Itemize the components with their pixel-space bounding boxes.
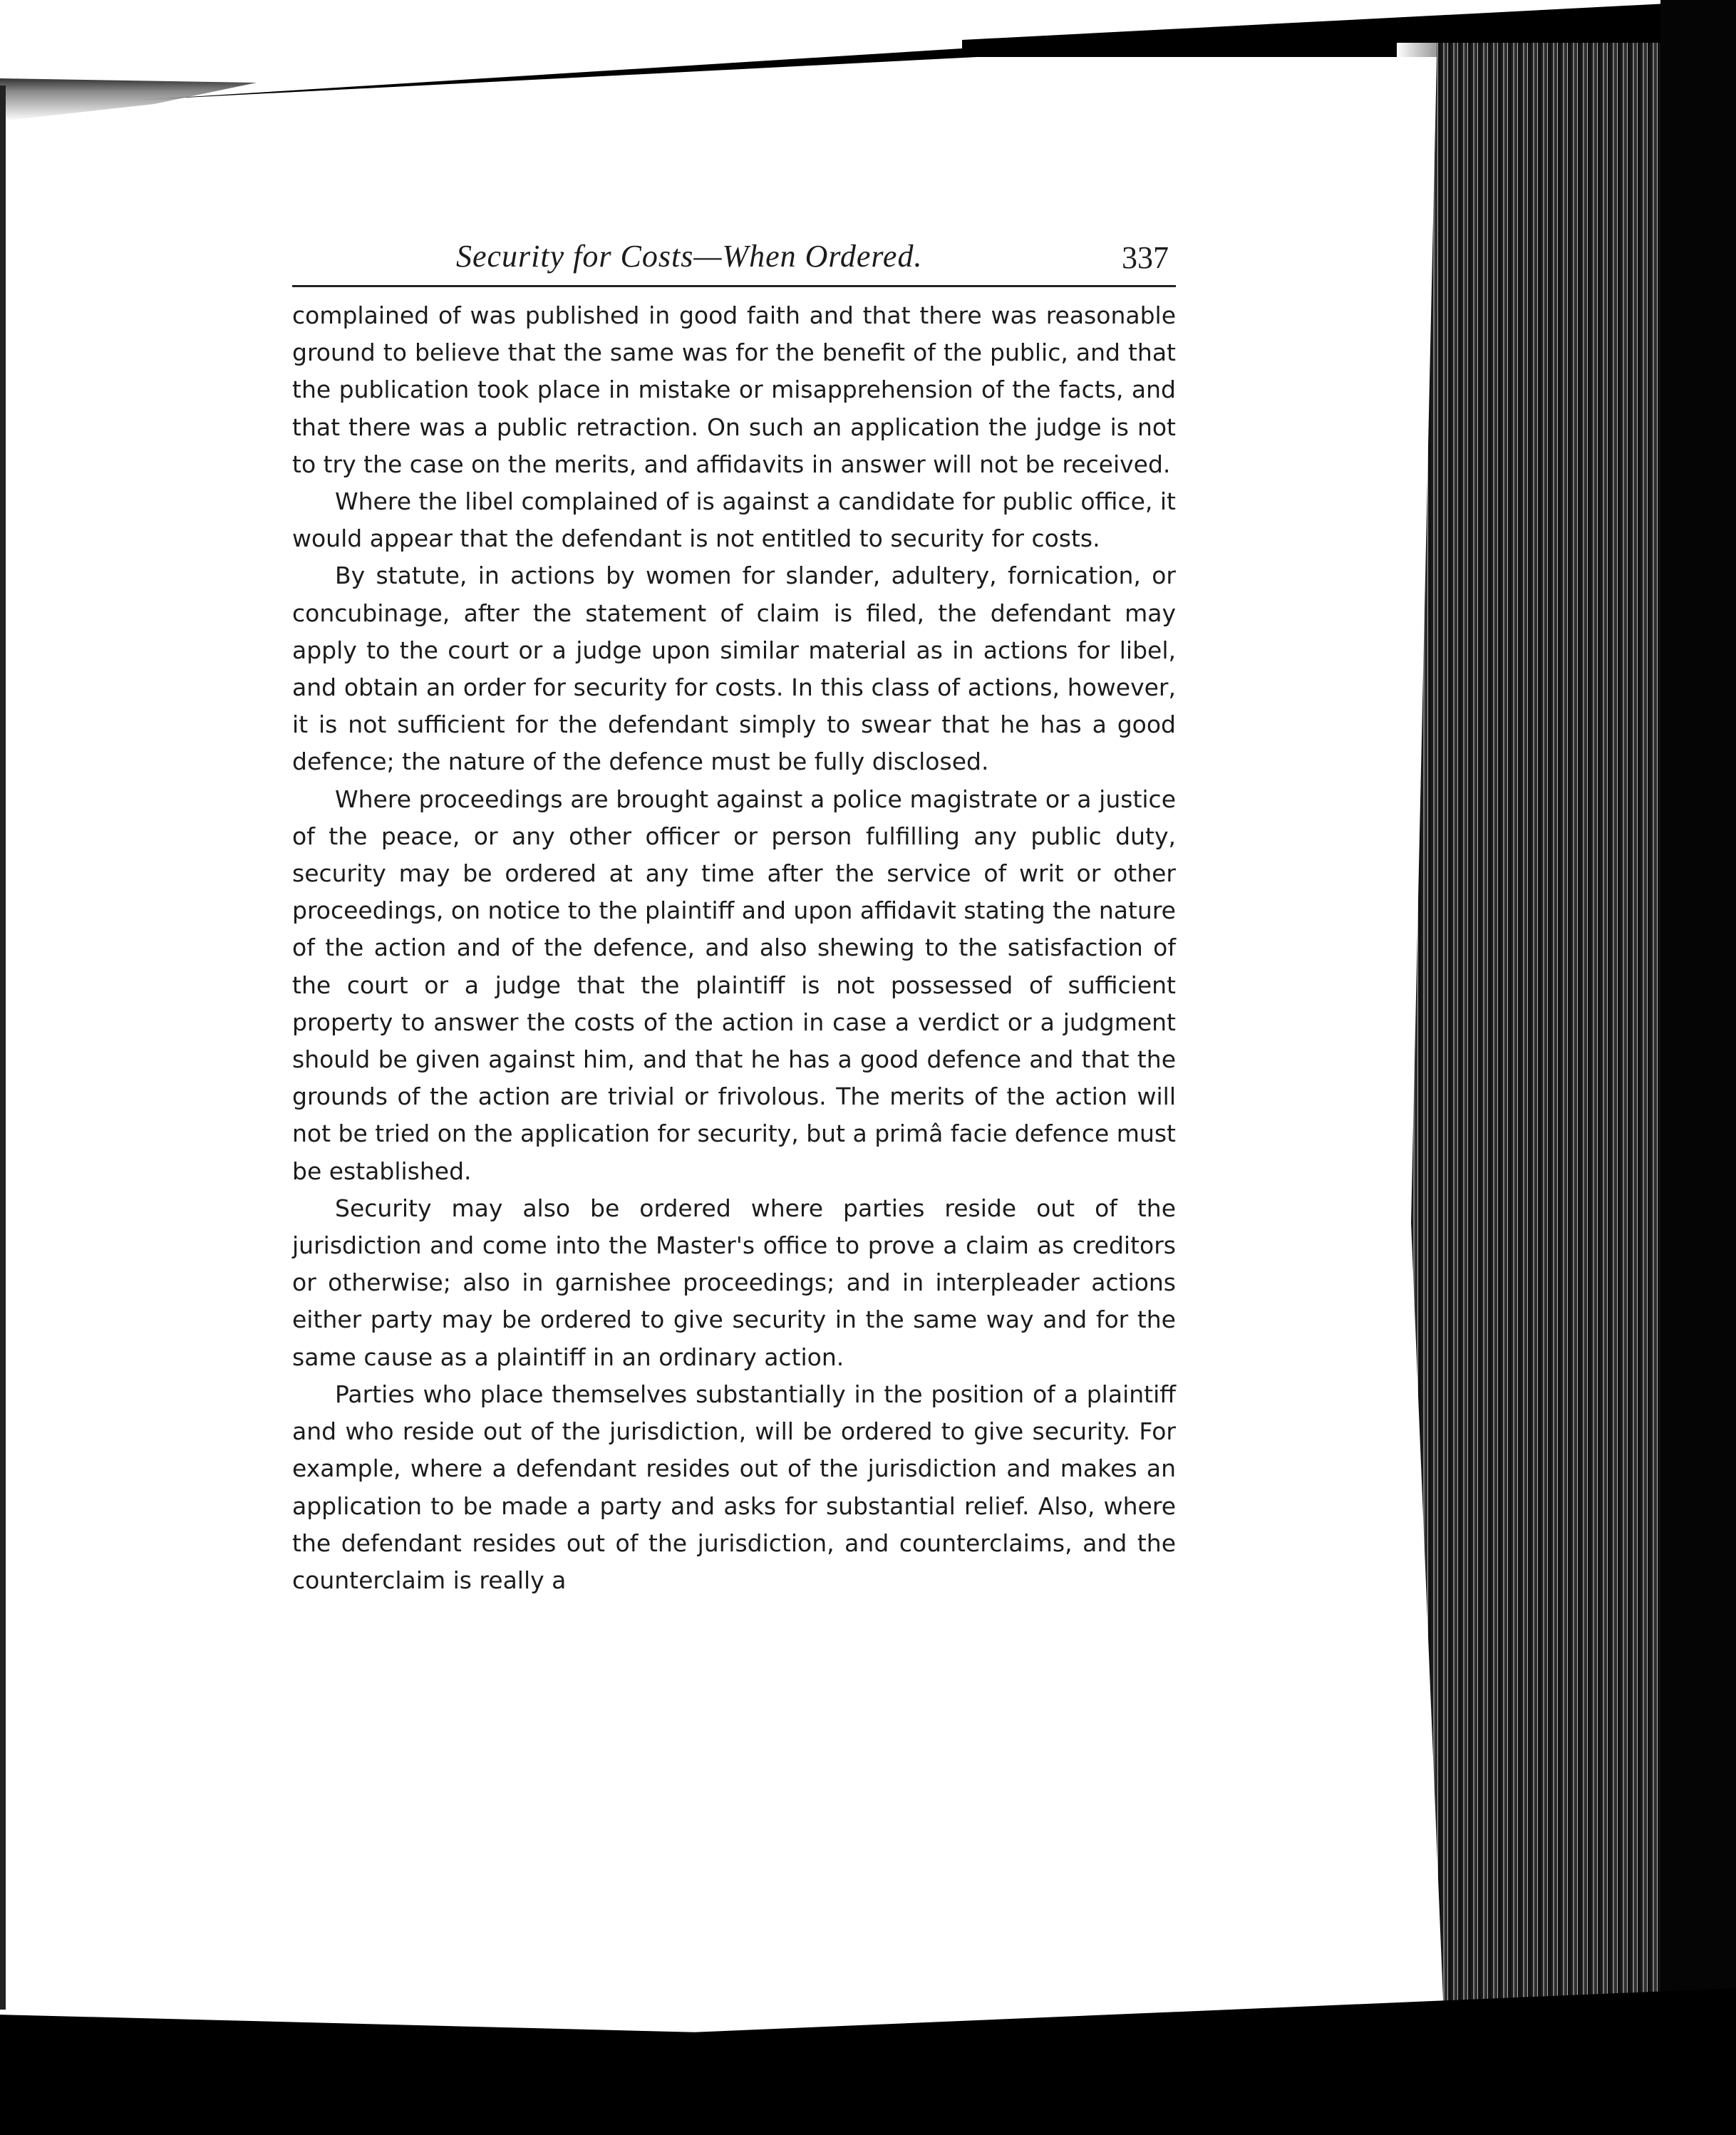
page-number: 337 [1122,240,1169,275]
book-page [292,228,1176,1599]
paragraph: Parties who place themselves substantially in the position of a plaintiff and who reside out of the jurisdiction, will be ordered to give security. For example, where a defendant resides out of the jurisdiction and makes an application to be made a party and asks for substantial relief. Also, where the defendant resides out of the jurisdiction, and counterclaims, and the counterclaim is really a [292,1380,1176,1594]
page-body [292,297,1176,1599]
page-corner-left [0,78,257,121]
paragraph: Where proceedings are brought against a police magistrate or a justice of the peace, or any other officer or person fulfilling any public duty, security may be ordered at any time after the service of writ or other proceedings, on notice to the plaintiff and upon affidavit stating the nature of the action and of the defence, and also shewing to the satisfaction of the court or a judge that the plaintiff is not possessed of sufficient property to answer the costs of the action in case a verdict or a judgment should be given against him, and that he has a good defence and that the grounds of the action are trivial or frivolous. The merits of the action will not be tried on the application for security, but a primâ facie defence must be established. [292,785,1176,1185]
page-edge-left [0,86,6,2010]
scan-shadow-right [1660,0,1736,2135]
running-head-title: Security for Costs—When Ordered. [456,239,923,274]
paragraph: Security may also be ordered where parties reside out of the jurisdiction and come into the Master's office to prove a claim as creditors or otherwise; also in garnishee proceedings; and in interpleader actions either party may be ordered to give security in the same way and for the same cause as a plaintiff in an ordinary action. [292,1194,1176,1371]
paragraph: Where the libel complained of is against a candidate for public office, it would appear that the defendant is not entitled to security for costs. [292,487,1176,553]
running-head [292,228,1176,287]
paragraph: By statute, in actions by women for slander, adultery, fornication, or concubinage, after the statement of claim is filed, the defendant may apply to the court or a judge upon similar material as in actions for libel, and obtain an order for security for costs. In this class of actions, however, it is not sufficient for the defendant simply to swear that he has a good defence; the nature of the defence must be fully disclosed. [292,562,1176,776]
paragraph: complained of was published in good faith and that there was reasonable ground to believe that the same was for the benefit of the public, and that the publication took place in mistake or misapprehension of the facts, and that there was a public retraction. On such an application the judge is not to try the case on the merits, and affidavits in answer will not be received. [292,301,1176,478]
scan-shadow-bottom [0,1988,1736,2135]
